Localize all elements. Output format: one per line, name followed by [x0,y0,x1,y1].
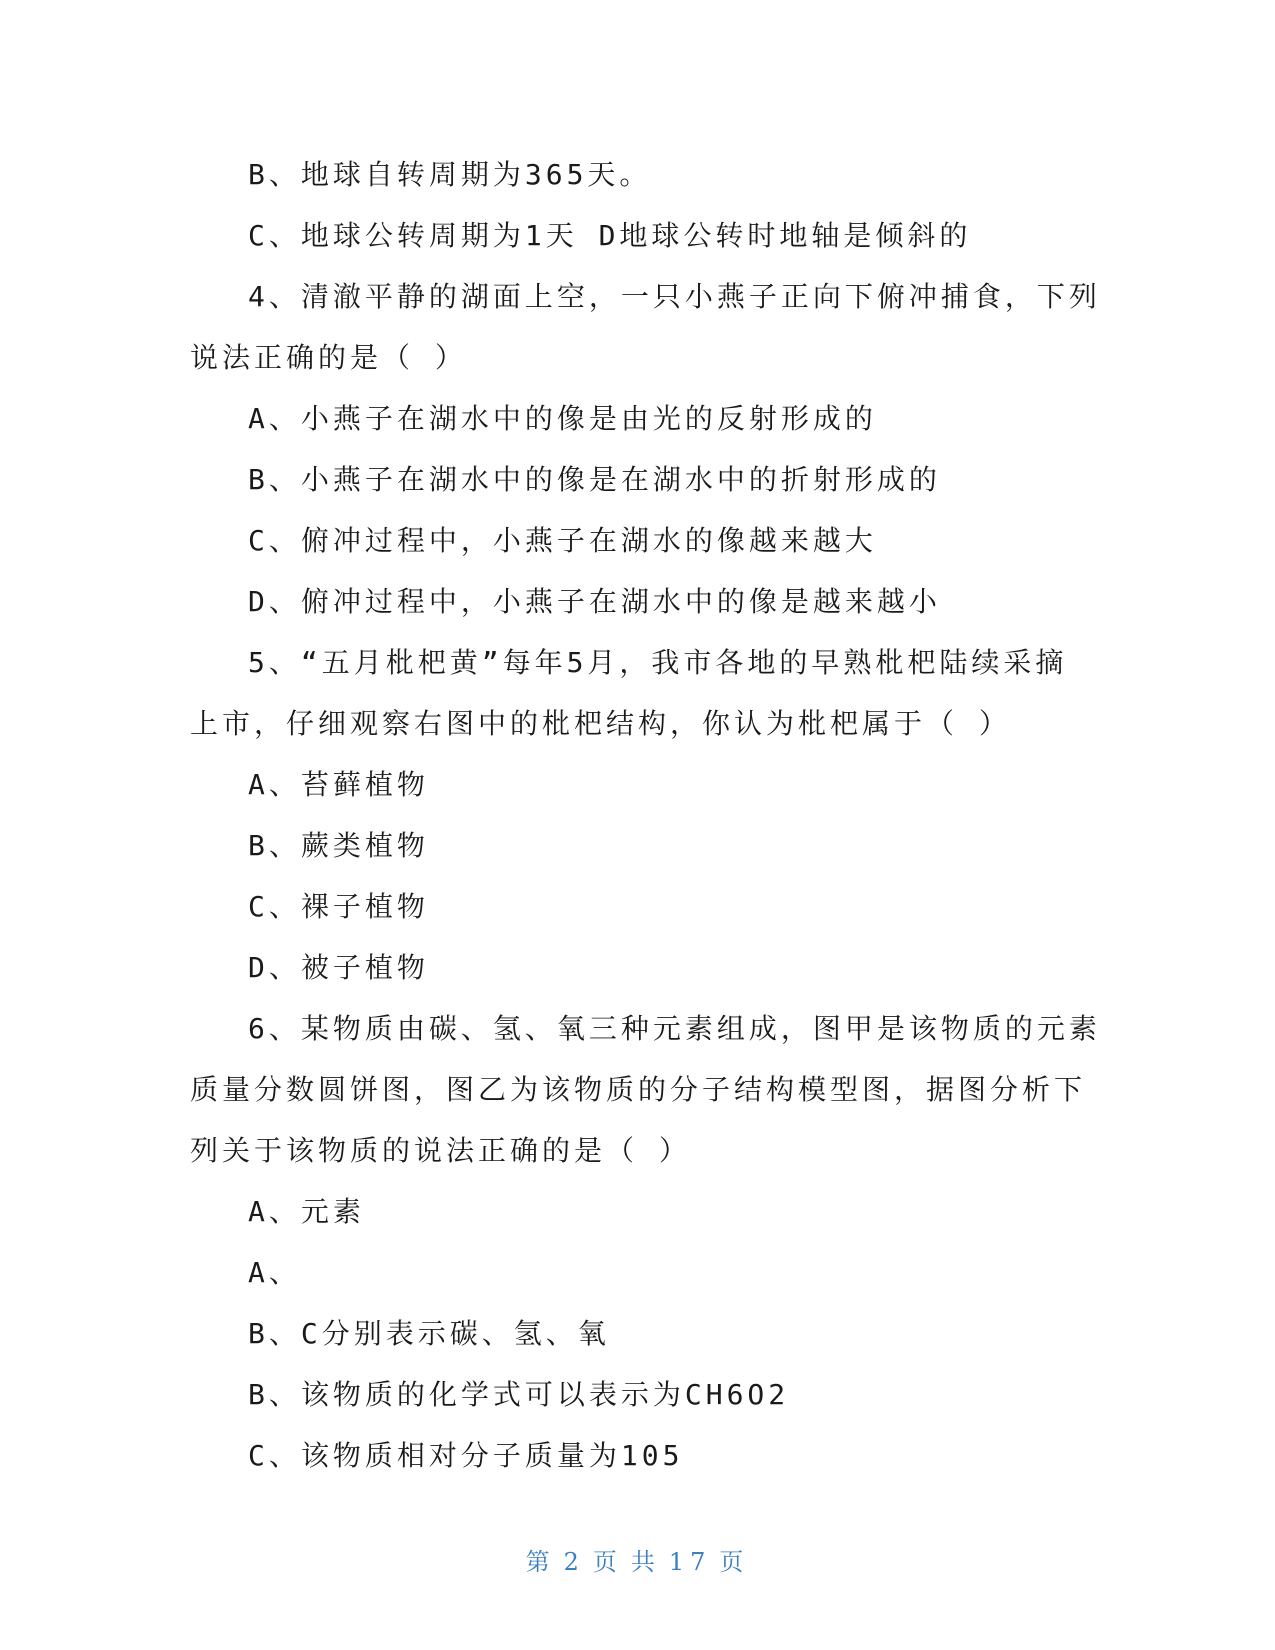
question-6-stem-cont: 质量分数圆饼图，图乙为该物质的分子结构模型图，据图分析下 [190,1073,1087,1106]
question-6-option-b: B、C分别表示碳、氢、氧 [248,1317,610,1350]
question-5-option-d: D、被子植物 [248,951,429,984]
text-line: B、地球自转周期为365天。 [248,158,652,191]
question-4-option-c: C、俯冲过程中，小燕子在湖水的像越来越大 [248,524,877,557]
question-4-option-d: D、俯冲过程中，小燕子在湖水中的像是越来越小 [248,585,941,618]
question-4-stem-cont: 说法正确的是（ ） [190,341,467,374]
question-6-option-a: A、元素 [248,1195,365,1228]
question-6-stem-cont: 列关于该物质的说法正确的是（ ） [190,1134,691,1167]
question-4-stem: 4、清澈平静的湖面上空，一只小燕子正向下俯冲捕食，下列 [248,280,1101,313]
question-5-option-b: B、蕨类植物 [248,829,429,862]
question-5-stem: 5、“五月枇杷黄”每年5月，我市各地的早熟枇杷陆续采摘 [248,646,1068,679]
question-6-option-a: A、 [248,1256,301,1289]
question-4-option-b: B、小燕子在湖水中的像是在湖水中的折射形成的 [248,463,941,496]
question-6-option-b: B、该物质的化学式可以表示为CH6O2 [248,1378,790,1411]
question-6-option-c: C、该物质相对分子质量为105 [248,1439,684,1472]
page-footer [0,1542,1275,1577]
footer-total-unit: 页 [719,1548,750,1576]
question-5-stem-cont: 上市，仔细观察右图中的枇杷结构，你认为枇杷属于（ ） [190,707,1011,740]
text-line: C、地球公转周期为1天 D地球公转时地轴是倾斜的 [248,219,972,252]
question-5-option-c: C、裸子植物 [248,890,429,923]
footer-prefix: 第 [525,1548,556,1576]
current-page-number: 2 [563,1548,585,1576]
footer-total-prefix: 共 [630,1548,661,1576]
question-6-stem: 6、某物质由碳、氢、氧三种元素组成，图甲是该物质的元素 [248,1012,1101,1045]
footer-page-unit: 页 [592,1548,623,1576]
document-body [190,144,1101,1486]
question-4-option-a: A、小燕子在湖水中的像是由光的反射形成的 [248,402,877,435]
question-5-option-a: A、苔藓植物 [248,768,429,801]
total-page-count: 17 [668,1548,712,1576]
